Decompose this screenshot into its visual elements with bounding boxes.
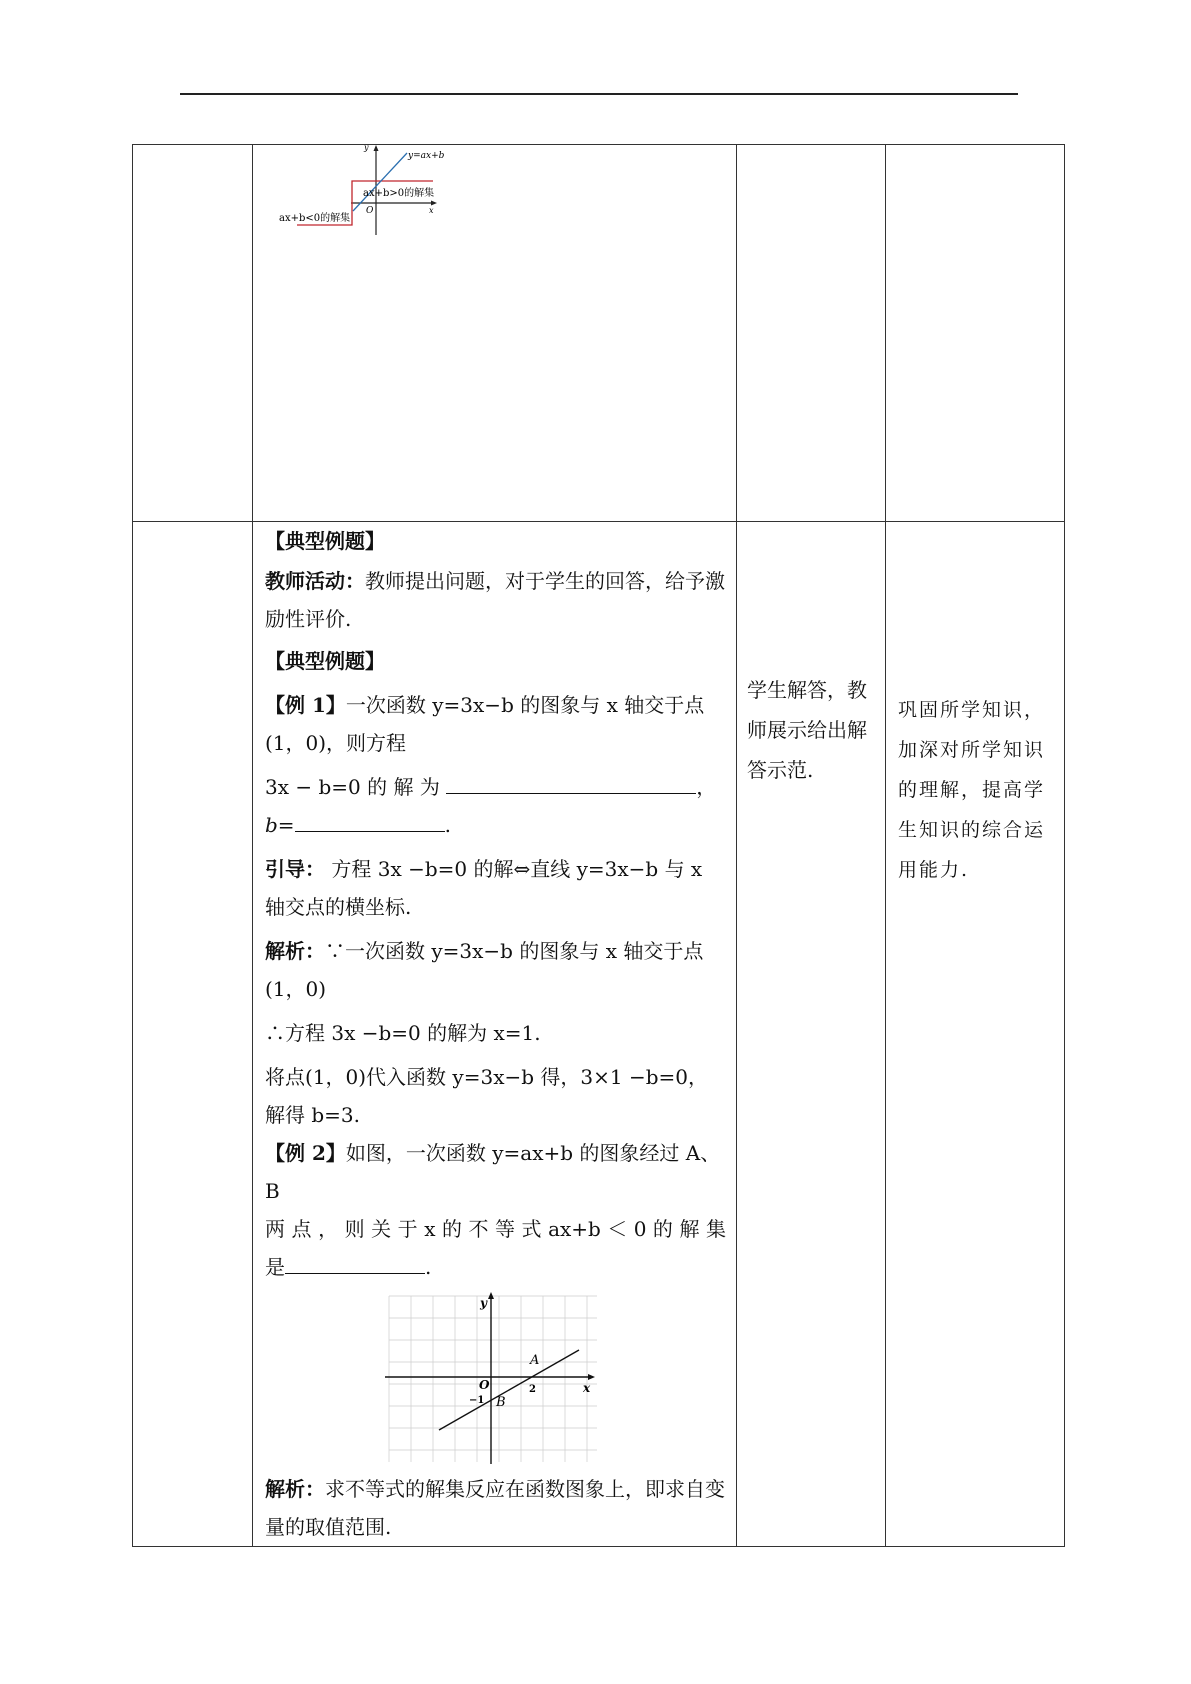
content-cell: [253, 145, 737, 522]
stage-cell: [133, 522, 253, 1547]
punctuation: .: [444, 813, 451, 837]
guide-label: 引导：: [265, 857, 325, 881]
example-2-text: 如图，一次函数 y=ax+b 的图象经过 A、B: [265, 1141, 721, 1203]
punctuation: ，: [696, 775, 717, 799]
positive-set-label: ax+b>0的解集: [363, 188, 435, 199]
teacher-activity-label: 教师活动：: [265, 569, 365, 593]
answer-blank[interactable]: [446, 771, 696, 794]
analysis-label: 解析：: [265, 1477, 325, 1501]
x-axis-label: x: [583, 1381, 591, 1395]
point-a-label: A: [530, 1353, 540, 1368]
example-2-text: 是: [265, 1255, 285, 1279]
y-axis-label: y: [480, 1296, 487, 1310]
point-b-label: B: [496, 1395, 506, 1410]
design-intent-text: 巩固所学知识，加深对所学知识的理解，提高学生知识的综合运用能力.: [898, 699, 1046, 881]
section-heading: 【典型例题】: [265, 529, 385, 553]
stage-cell: [133, 145, 253, 522]
example-2-text: 两 点 ， 则 关 于 x 的 不 等 式 ax+b ＜ 0 的 解 集: [265, 1217, 726, 1241]
guide-text: 方程 3x −b=0 的解⇔直线 y=3x−b 与 x 轴交点的横坐标.: [265, 857, 703, 919]
answer-blank[interactable]: [295, 809, 445, 832]
example-2-label: 【例 2】: [265, 1141, 346, 1165]
lesson-table: [132, 144, 1065, 1547]
header-rule: [180, 93, 1018, 95]
example-2-graph: [385, 1292, 601, 1466]
answer-blank[interactable]: [285, 1251, 425, 1274]
example-1-text: 一次函数 y=3x−b 的图象与 x 轴交于点(1，0)，则方程: [265, 693, 705, 755]
table-row: [133, 145, 1065, 522]
section-heading: 【典型例题】: [265, 649, 385, 673]
origin-label: O: [479, 1378, 490, 1392]
table-row: [133, 522, 1065, 1547]
negative-set-label: ax+b<0的解集: [279, 213, 351, 224]
y-axis-label: y: [364, 145, 369, 152]
example-1-label: 【例 1】: [265, 693, 346, 717]
example-1-equation: 3x − b=0 的 解 为: [265, 775, 440, 799]
tick-label-neg1: −1: [469, 1395, 485, 1406]
x-axis-label: x: [429, 206, 434, 215]
tick-label-2: 2: [529, 1384, 536, 1395]
line-label: y=ax+b: [408, 151, 445, 161]
origin-label: O: [366, 206, 374, 216]
example-1-b-label: b=: [265, 813, 295, 837]
intent-cell: [886, 522, 1065, 1547]
inequality-graph: [275, 145, 475, 241]
analysis-text: ∵一次函数 y=3x−b 的图象与 x 轴交于点(1，0): [265, 939, 704, 1001]
student-activity-text: 学生解答，教师展示给出解答示范.: [747, 678, 867, 782]
student-cell: [737, 522, 886, 1547]
student-cell: [737, 145, 886, 522]
teacher-activity-text: 教师提出问题，对于学生的回答，给予激励性评价.: [265, 569, 725, 631]
analysis-conclusion: ∴方程 3x −b=0 的解为 x=1.: [265, 1021, 541, 1045]
analysis-label: 解析：: [265, 939, 325, 963]
analysis-text: 求不等式的解集反应在函数图象上，即求自变量的取值范围.: [265, 1477, 725, 1539]
punctuation: .: [425, 1255, 432, 1279]
content-cell: [253, 522, 737, 1547]
intent-cell: [886, 145, 1065, 522]
analysis-substitution: 将点(1，0)代入函数 y=3x−b 得，3×1 −b=0，解得 b=3.: [265, 1065, 708, 1127]
